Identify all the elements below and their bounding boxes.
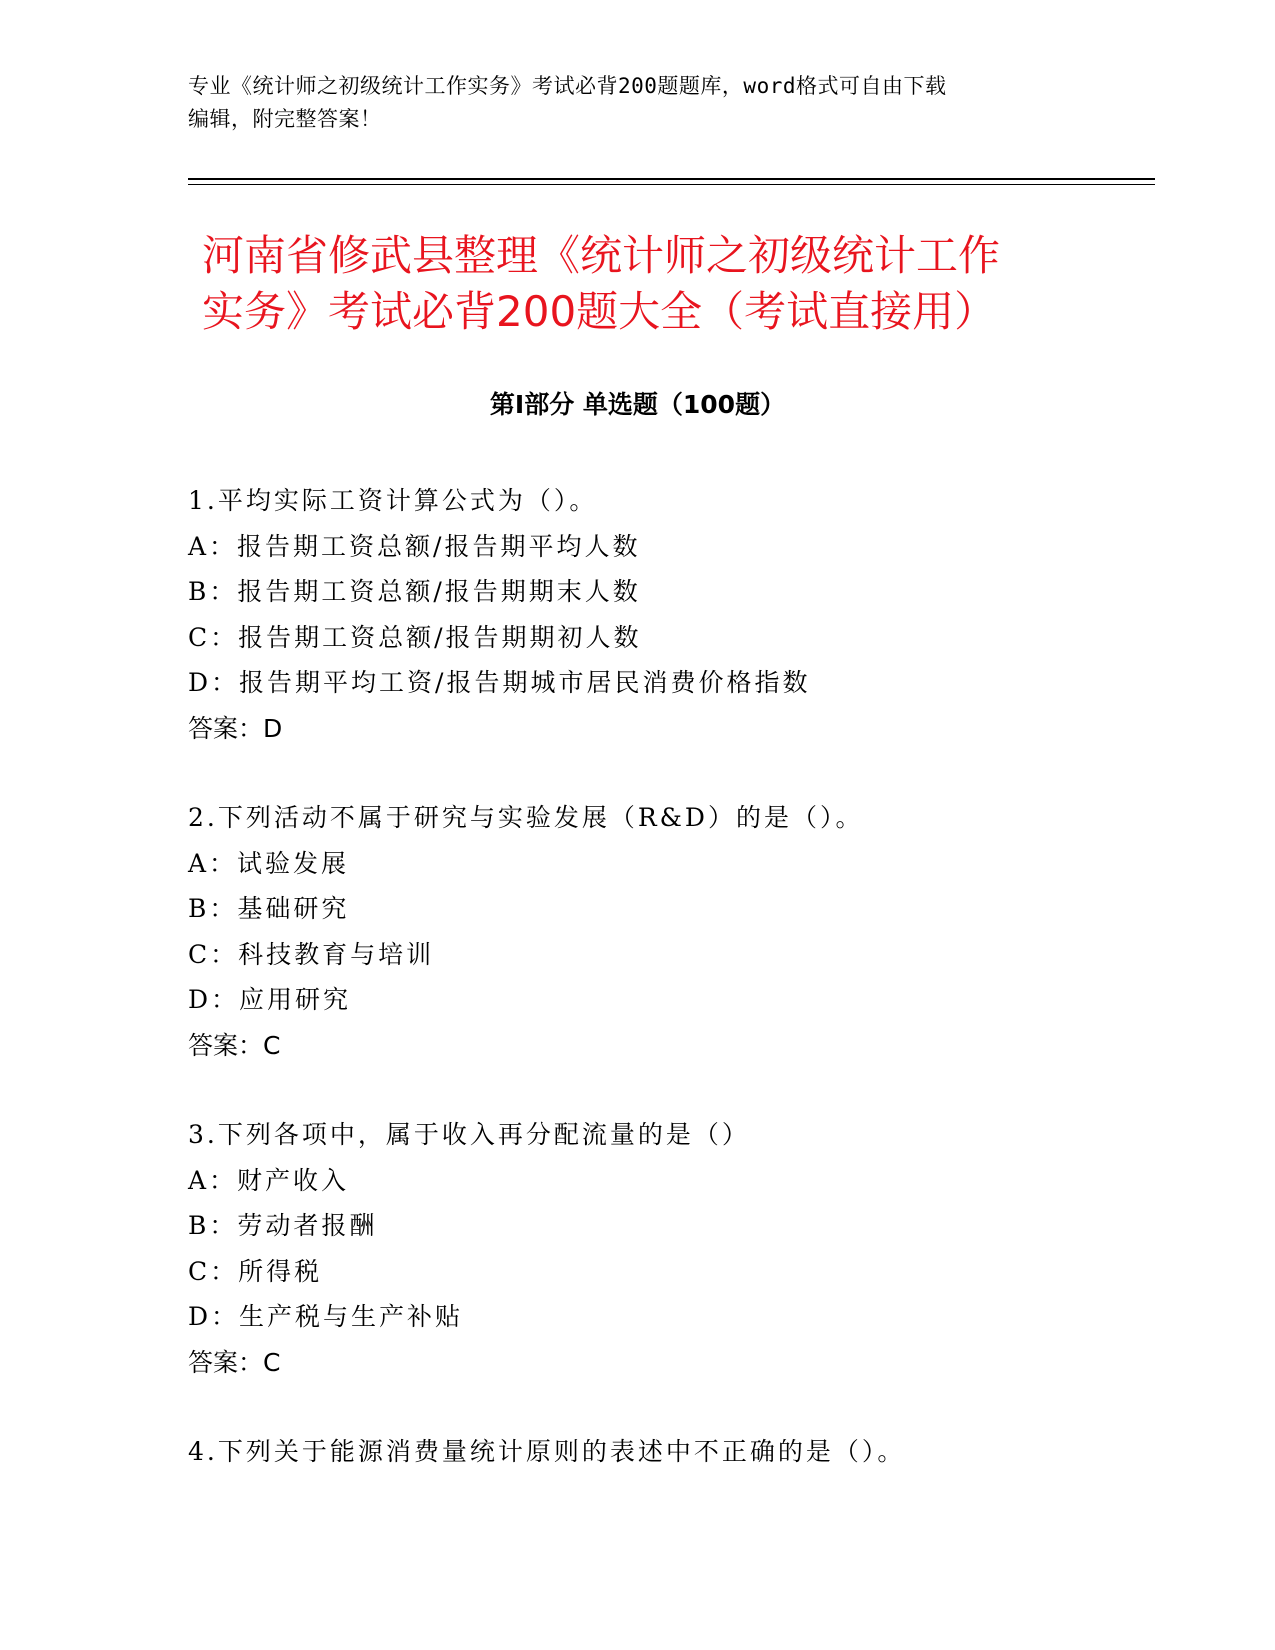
answer: 答案：C: [188, 1347, 281, 1377]
option-c: C：报告期工资总额/报告期期初人数: [188, 622, 642, 652]
section-title: 第Ⅰ部分 单选题（100题）: [489, 390, 786, 419]
option-d: D：应用研究: [188, 985, 352, 1014]
question-stem: 3.下列各项中，属于收入再分配流量的是（）: [188, 1120, 750, 1149]
option-a: A：试验发展: [188, 848, 350, 878]
answer: 答案：C: [188, 1030, 281, 1060]
question-stem: 4.下列关于能源消费量统计原则的表述中不正确的是（）。: [188, 1437, 906, 1466]
option-c: C：科技教育与培训: [188, 939, 435, 969]
document-title-line-2: 实务》考试必背200题大全（考试直接用）: [202, 287, 997, 336]
option-c: C：所得税: [188, 1256, 323, 1286]
header-divider-thick: [188, 178, 1155, 180]
document-title: [202, 228, 1102, 340]
question-stem: 2.下列活动不属于研究与实验发展（R&D）的是（）。: [188, 803, 864, 832]
option-b: B：报告期工资总额/报告期期末人数: [188, 577, 641, 606]
document-title-line-1: 河南省修武县整理《统计师之初级统计工作: [202, 231, 1001, 280]
header-divider-thin: [188, 184, 1155, 185]
option-b: B：劳动者报酬: [188, 1211, 378, 1240]
question-4: [188, 1429, 1148, 1475]
question-1: [188, 478, 1148, 751]
header-note-line-2: 编辑，附完整答案！: [188, 107, 382, 131]
option-a: A：财产收入: [188, 1165, 350, 1195]
option-a: A：报告期工资总额/报告期平均人数: [188, 531, 641, 561]
answer: 答案：D: [188, 713, 283, 743]
header-note: [188, 70, 1088, 136]
option-b: B：基础研究: [188, 894, 350, 923]
question-2: [188, 795, 1148, 1068]
option-d: D：报告期平均工资/报告期城市居民消费价格指数: [188, 668, 811, 697]
question-3: [188, 1112, 1148, 1385]
header-note-line-1: 专业《统计师之初级统计工作实务》考试必背200题题库，word格式可自由下载: [188, 74, 947, 98]
question-list: [188, 478, 1148, 1519]
option-d: D：生产税与生产补贴: [188, 1302, 464, 1331]
question-stem: 1.平均实际工资计算公式为（）。: [188, 486, 598, 515]
